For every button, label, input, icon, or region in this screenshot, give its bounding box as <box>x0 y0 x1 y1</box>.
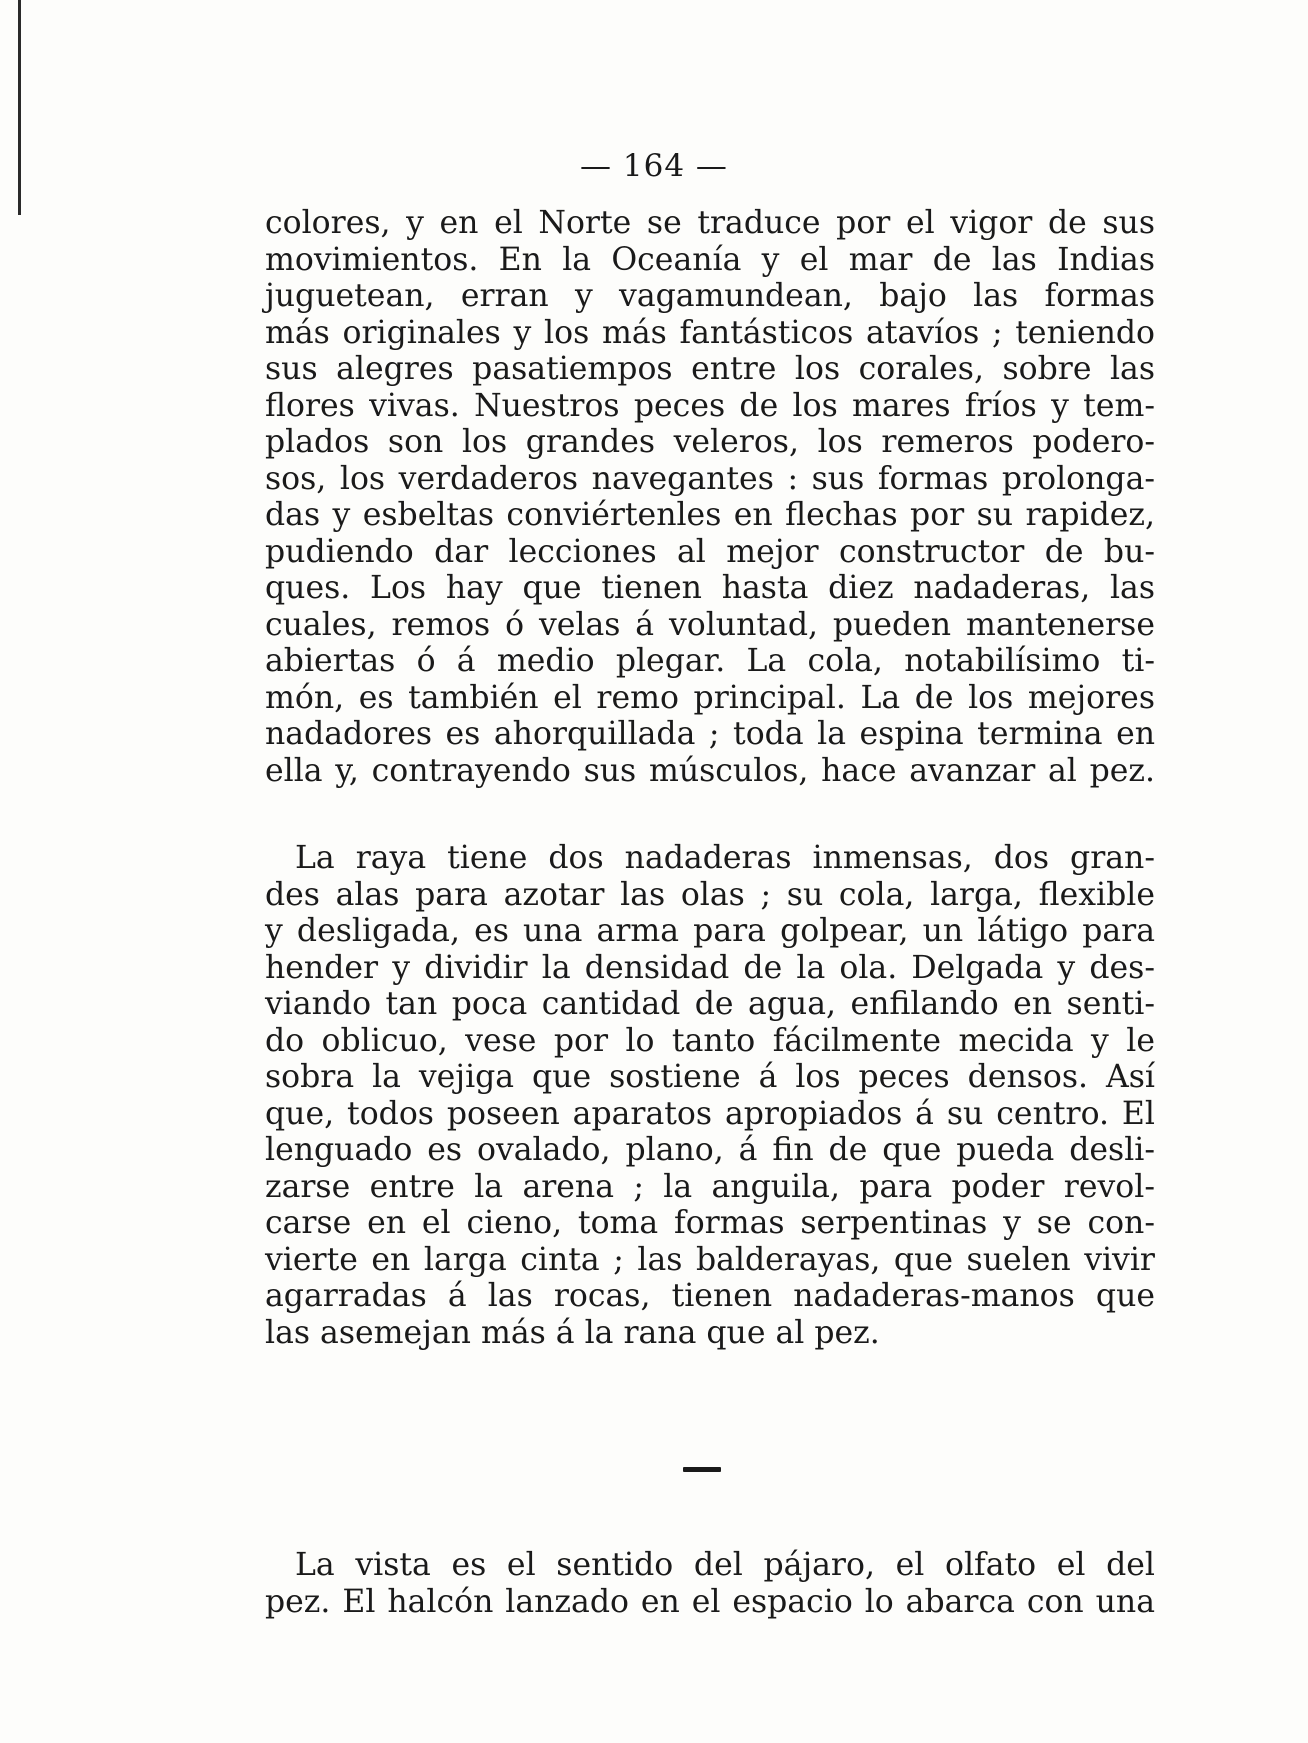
text-line: más originales y los más fantásticos atavíos ; teniendo <box>265 314 1155 351</box>
text-line: La raya tiene dos nadaderas inmensas, dos gran- <box>295 840 1155 876</box>
text-line: hender y dividir la densidad de la ola. Delgada y des- <box>265 949 1155 986</box>
text-line: sos, los verdaderos navegantes : sus formas prolonga- <box>265 460 1155 497</box>
text-line: pez. El halcón lanzado en el espacio lo abarca con una <box>265 1583 1155 1620</box>
text-line: cuales, remos ó velas á voluntad, pueden mantenerse <box>265 606 1155 643</box>
text-line: sus alegres pasatiempos entre los corales, sobre las <box>265 351 1155 387</box>
text-line: pudiendo dar lecciones al mejor constructor de bu- <box>265 533 1155 570</box>
text-line: ques. Los hay que tienen hasta diez nadaderas, las <box>265 570 1155 606</box>
text-line: sobra la vejiga que sostiene á los peces densos. Así <box>265 1059 1155 1095</box>
text-line: món, es también el remo principal. La de los mejores <box>265 679 1155 716</box>
text-line: vierte en larga cinta ; las balderayas, que suelen vivir <box>265 1241 1155 1278</box>
text-line: zarse entre la arena ; la anguila, para poder revol- <box>265 1168 1155 1205</box>
page-number: — 164 — <box>580 148 728 184</box>
text-line: do oblicuo, vese por lo tanto fácilmente mecida y le <box>265 1022 1155 1059</box>
section-separator <box>683 1467 721 1472</box>
text-line: colores, y en el Norte se traduce por el vigor de sus <box>265 205 1155 241</box>
text-line: ella y, contrayendo sus músculos, hace avanzar al pez. <box>265 752 1155 789</box>
paragraph-2 <box>265 840 1155 1351</box>
text-line: y desligada, es una arma para golpear, un látigo para <box>265 913 1155 949</box>
paragraph-3 <box>265 1547 1155 1620</box>
text-line: La vista es el sentido del pájaro, el olfato el del <box>295 1547 1155 1583</box>
text-line: das y esbeltas conviértenles en flechas por su rapidez, <box>265 497 1155 533</box>
paragraph-1 <box>265 205 1155 789</box>
text-line: juguetean, erran y vagamundean, bajo las formas <box>265 278 1155 314</box>
text-line: abiertas ó á medio plegar. La cola, notabilísimo ti- <box>265 643 1155 679</box>
text-line: carse en el cieno, toma formas serpentinas y se con- <box>265 1205 1155 1241</box>
text-line: plados son los grandes veleros, los remeros podero- <box>265 424 1155 460</box>
text-line: que, todos poseen aparatos apropiados á su centro. El <box>265 1095 1155 1132</box>
text-line: agarradas á las rocas, tienen nadaderas-manos que <box>265 1278 1155 1314</box>
text-line: movimientos. En la Oceanía y el mar de las Indias <box>265 241 1155 278</box>
text-line: nadadores es ahorquillada ; toda la espina termina en <box>265 716 1155 752</box>
text-line: flores vivas. Nuestros peces de los mares fríos y tem- <box>265 387 1155 424</box>
text-line: des alas para azotar las olas ; su cola, larga, flexible <box>265 876 1155 913</box>
text-line: viando tan poca cantidad de agua, enfilando en senti- <box>265 986 1155 1022</box>
text-line: lenguado es ovalado, plano, á fin de que pueda desli- <box>265 1132 1155 1168</box>
text-line: las asemejan más á la rana que al pez. <box>265 1314 880 1351</box>
